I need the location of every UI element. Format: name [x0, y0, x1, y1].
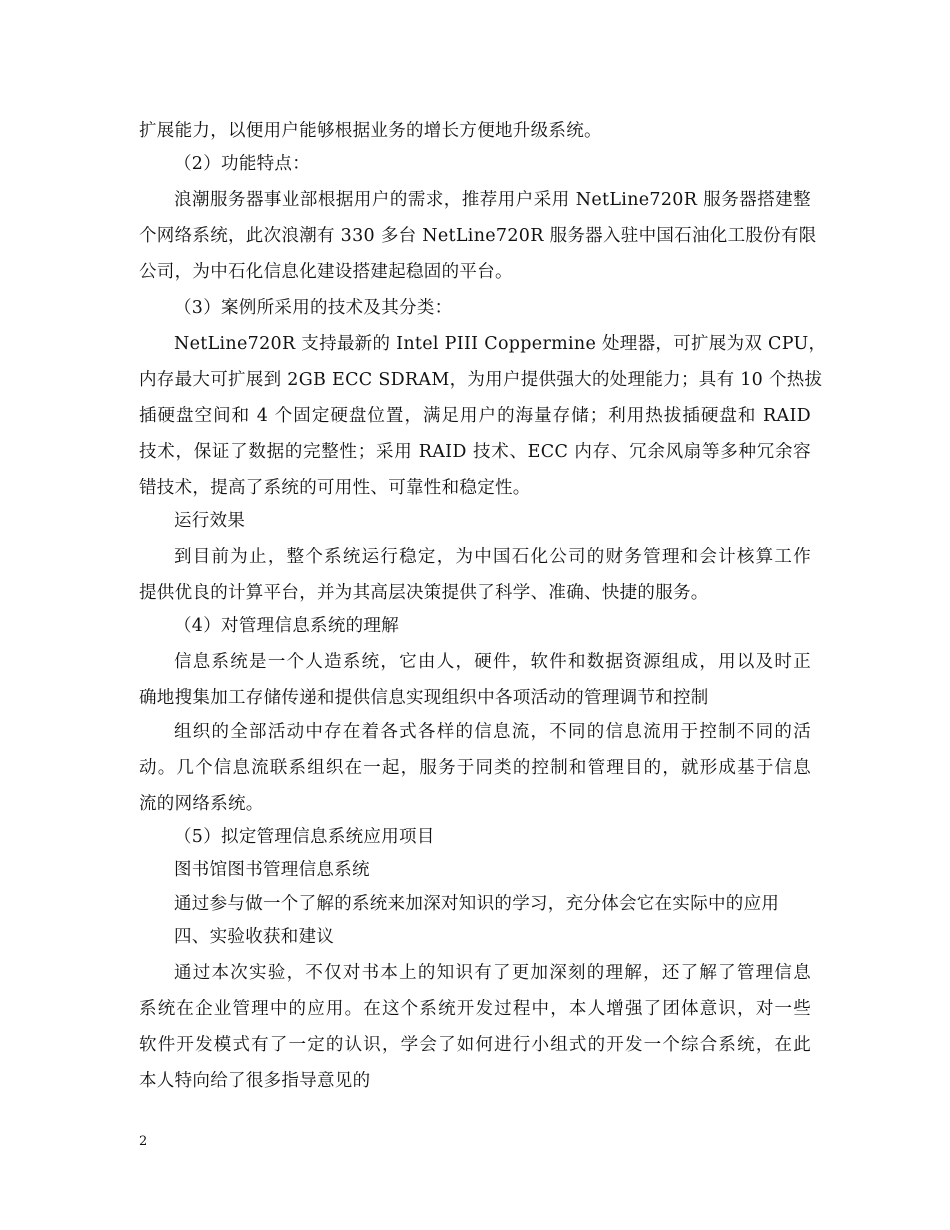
section-heading: （5）拟定管理信息系统应用项目 — [174, 827, 435, 847]
paragraph-line: 组织的全部活动中存在着各式各样的信息流，不同的信息流用于控制不同的活 — [174, 722, 811, 742]
paragraph-line: 个网络系统，此次浪潮有 330 多台 NetLine720R 服务器入驻中国石油化工股份有限 — [139, 226, 817, 246]
paragraph-line: NetLine720R 支持最新的 Intel PIII Coppermine 处理器，可扩展为双 CPU， — [174, 334, 827, 354]
section-heading: （3）案例所采用的技术及其分类： — [174, 298, 453, 318]
paragraph-line: 图书馆图书管理信息系统 — [174, 860, 370, 880]
paragraph-line: 公司，为中石化信息化建设搭建起稳固的平台。 — [139, 262, 513, 282]
paragraph-line: 本人特向给了很多指导意见的 — [139, 1071, 371, 1091]
paragraph-line: 通过参与做一个了解的系统来加深对知识的学习，充分体会它在实际中的应用 — [174, 894, 780, 914]
section-heading: 运行效果 — [174, 511, 246, 531]
paragraph-line: 通过本次实验，不仅对书本上的知识有了更加深刻的理解，还了解了管理信息 — [174, 963, 811, 983]
section-heading: （4）对管理信息系统的理解 — [174, 616, 400, 636]
paragraph-line: 流的网络系统。 — [139, 794, 264, 814]
paragraph-line: 到目前为止，整个系统运行稳定，为中国石化公司的财务管理和会计核算工作 — [174, 547, 811, 567]
paragraph-line: 确地搜集加工存储传递和提供信息实现组织中各项活动的管理调节和控制 — [139, 688, 709, 708]
page-number: 2 — [139, 1134, 148, 1149]
paragraph-line: 提供优良的计算平台，并为其高层决策提供了科学、准确、快捷的服务。 — [139, 583, 709, 603]
paragraph-line: 技术，保证了数据的完整性；采用 RAID 技术、ECC 内存、冗余风扇等多种冗余容 — [139, 442, 811, 462]
paragraph-line: 系统在企业管理中的应用。在这个系统开发过程中，本人增强了团体意识，对一些 — [139, 999, 811, 1019]
paragraph-line: 信息系统是一个人造系统，它由人，硬件，软件和数据资源组成，用以及时正 — [174, 652, 811, 672]
paragraph-line: 扩展能力，以便用户能够根据业务的增长方便地升级系统。 — [139, 121, 602, 141]
section-heading: （2）功能特点： — [174, 154, 311, 174]
paragraph-line: 动。几个信息流联系组织在一起，服务于同类的控制和管理目的，就形成基于信息 — [139, 758, 811, 778]
paragraph-line: 内存最大可扩展到 2GB ECC SDRAM，为用户提供强大的处理能力；具有 10 个热拔 — [139, 370, 823, 390]
paragraph-line: 软件开发模式有了一定的认识，学会了如何进行小组式的开发一个综合系统，在此 — [139, 1035, 811, 1055]
section-heading: 四、实验收获和建议 — [174, 927, 335, 947]
paragraph-line: 浪潮服务器事业部根据用户的需求，推荐用户采用 NetLine720R 服务器搭建整 — [174, 190, 811, 210]
paragraph-line: 错技术，提高了系统的可用性、可靠性和稳定性。 — [139, 478, 531, 498]
paragraph-line: 插硬盘空间和 4 个固定硬盘位置，满足用户的海量存储；利用热拔插硬盘和 RAID — [139, 406, 811, 426]
